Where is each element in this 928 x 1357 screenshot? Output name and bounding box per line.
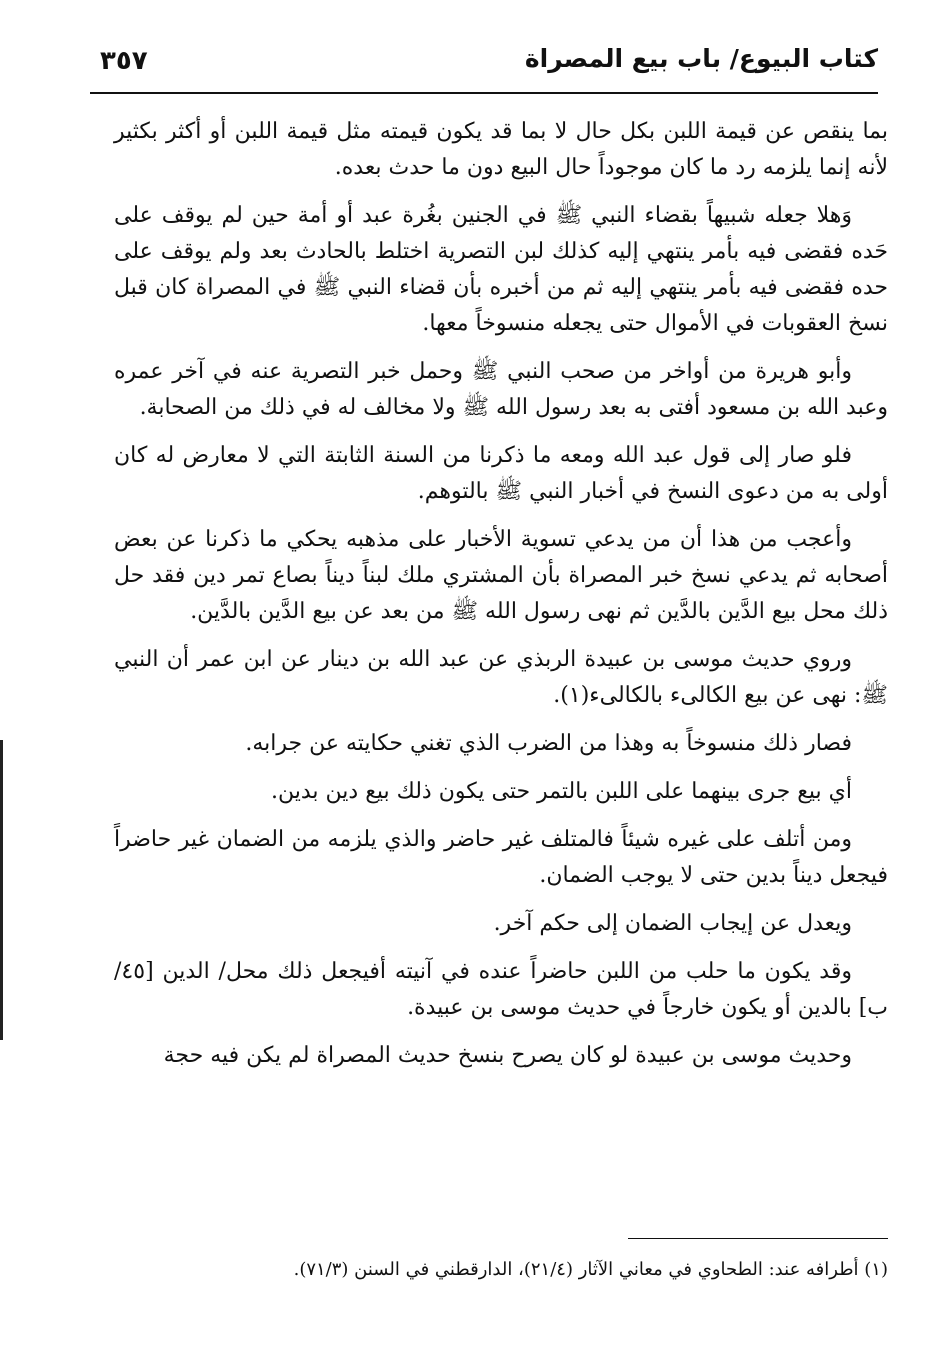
paragraph: وأبو هريرة من أواخر من صحب النبي ﷺ وحمل خبر التصرية عنه في آخر عمره وعبد الله بن مسعود أفتى به بعد رسول الله ﷺ ولا مخالف له في ذلك من الصحابة. xyxy=(114,359,888,420)
paragraph: ومن أتلف على غيره شيئاً فالمتلف غير حاضر والذي يلزمه من الضمان غير حاضراً فيجعل ديناً بدين حتى لا يوجب الضمان. xyxy=(114,827,888,888)
paragraph: وقد يكون ما حلب من اللبن حاضراً عنده في آنيته أفيجعل ذلك محل/ الدين [٤٥/ ب] بالدين أو يكون خارجاً في حديث موسى بن عبيدة. xyxy=(114,959,888,1020)
page-header xyxy=(90,38,878,88)
paragraph: فصار ذلك منسوخاً به وهذا من الضرب الذي تغني حكايته عن جرابه. xyxy=(245,731,852,756)
paragraph: بما ينقص عن قيمة اللبن بكل حال لا بما قد يكون قيمته مثل قيمة اللبن أو أكثر بكثير لأنه إنما يلزمه رد ما كان موجوداً حال البيع دون ما حدث بعده. xyxy=(114,119,888,180)
paragraph: وروي حديث موسى بن عبيدة الربذي عن عبد الله بن دينار عن ابن عمر أن النبي ﷺ: نهى عن بيع الكالىء بالكالىء(١). xyxy=(114,647,888,708)
paragraph: وَهلا جعله شبيهاً بقضاء النبي ﷺ في الجنين بغُرة عبد أو أمة حين لم يوقف على حَده فقضى فيه بأمر ينتهي إليه كذلك لبن التصرية اختلط بالحادث بعد ولم يوقف على حده فقضى فيه بأمر ينتهي إليه ثم من أخبره بأن قضاء النبي ﷺ في المصراة كان قبل نسخ العقوبات في الأموال حتى يجعله منسوخاً معها. xyxy=(114,203,888,336)
paragraph: أي بيع جرى بينهما على اللبن بالتمر حتى يكون ذلك بيع دين بدين. xyxy=(271,779,852,804)
scan-margin-mark xyxy=(0,740,3,1040)
paragraph: ويعدل عن إيجاب الضمان إلى حكم آخر. xyxy=(493,911,852,936)
running-title: كتاب البيوع/ باب بيع المصراة xyxy=(524,44,878,73)
paragraph: وأعجب من هذا أن من يدعي تسوية الأخبار على مذهبه يحكي ما ذكرنا عن بعض أصحابه ثم يدعي نسخ خبر المصراة بأن المشتري ملك لبناً ديناً بصاع تمر دين فقد حل ذلك محل بيع الدَّين بالدَّين ثم نهى رسول الله ﷺ من بعد عن بيع الدَّين بالدَّين. xyxy=(114,527,888,624)
page-number: ٣٥٧ xyxy=(100,46,148,76)
paragraph: وحديث موسى بن عبيدة لو كان يصرح بنسخ حديث المصراة لم يكن فيه حجة xyxy=(163,1043,852,1068)
header-rule xyxy=(90,92,878,94)
footnote: (١) أطرافه عند: الطحاوي في معاني الآثار (٢١/٤)، الدارقطني في السنن (٧١/٣). xyxy=(293,1259,888,1280)
paragraph: فلو صار إلى قول عبد الله ومعه ما ذكرنا من السنة الثابتة التي لا معارض له كان أولى به من دعوى النسخ في أخبار النبي ﷺ بالتوهم. xyxy=(114,443,888,504)
body-text xyxy=(114,114,888,1086)
footnote-rule xyxy=(628,1238,888,1239)
